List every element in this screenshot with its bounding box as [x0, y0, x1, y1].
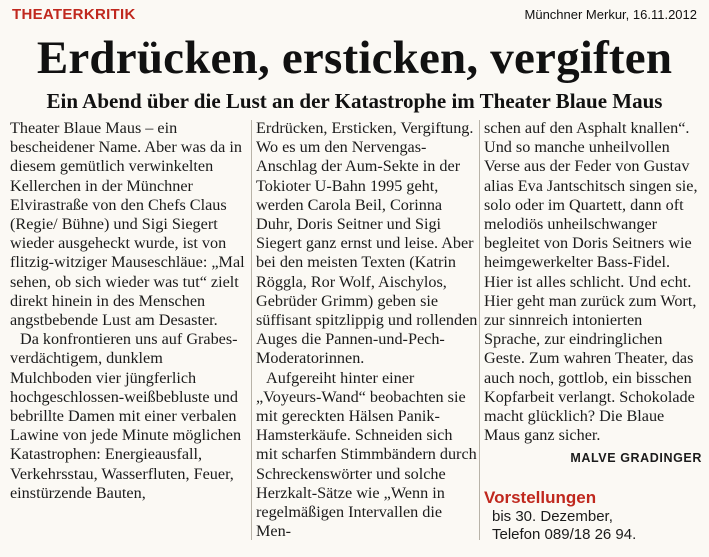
author-byline: MALVE GRADINGER: [570, 451, 702, 466]
source-citation: Münchner Merkur, 16.11.2012: [524, 7, 697, 22]
article-column-1: [10, 119, 248, 503]
column-divider: [251, 120, 252, 540]
info-line: bis 30. Dezember,: [492, 508, 613, 525]
performance-info-box: [484, 488, 702, 544]
column-divider: [479, 120, 480, 540]
info-title: Vorstellungen: [484, 488, 597, 507]
paragraph: schen auf den Asphalt knallen“. Und so manche unheilvollen Verse aus der Feder von Gustav alias Eva Jantschitsch singen sie, solo oder im Quartett, dann oft melodiös unheilschwanger begleitet von Doris Seitners wie heimgewerkelter Bass-Fidel. Hier ist alles schlicht. Und echt. Hier geht man zurück zum Wort, zur sinnreich intonierten Sprache, zur eindringlichen Geste. Zum wahren Theater, das auch noch, gottlob, ein bisschen Kopfarbeit verlangt. Schokolade macht glücklich? Die Blaue Maus ganz sicher.: [484, 119, 698, 445]
headline: Erdrücken, ersticken, vergiften: [36, 32, 673, 84]
subheadline: Ein Abend über die Lust an der Katastrophe im Theater Blaue Maus: [46, 89, 663, 113]
article-column-2: [256, 119, 478, 541]
paragraph: Da konfrontieren uns auf Grabes-verdächtigem, dunklem Mulchboden vier jüngferlich hochgeschlossen-weißbebluste und bebrillte Damen mit einer verbalen Lawine von jede Minute möglichen Katastrophen: Energieausfall, Verkehrsstau, Wasserfluten, Feuer, einstürzende Bauten,: [10, 330, 242, 502]
info-line: Telefon 089/18 26 94.: [492, 526, 637, 543]
paragraph: Erdrücken, Ersticken, Vergiftung. Wo es um den Nervengas-Anschlag der Aum-Sekte in der Tokioter U-Bahn 1995 geht, werden Carola Beil, Corinna Duhr, Doris Seitner und Sigi Siegert ganz ernst und leise. Aber bei den meisten Texten (Katrin Röggla, Ror Wolf, Aischylos, Gebrüder Grimm) geben sie süffisant spitzlippig und rollenden Auges die Pannen-und-Pech-Moderatorinnen.: [256, 119, 478, 368]
paragraph: Aufgereiht hinter einer „Voyeurs-Wand“ beobachten sie mit gereckten Hälsen Panik-Hamsterkäufe. Schneiden sich mit scharfen Stimmbändern durch Schreckenswörter und solche Herzkalt-Sätze wie „Wenn in regelmäßigen Intervallen die Men-: [256, 368, 477, 541]
article-column-3: [484, 119, 702, 469]
section-label: THEATERKRITIK: [12, 6, 136, 23]
paragraph: Theater Blaue Maus – ein bescheidener Name. Aber was da in diesem gemütlich verwinkelten Kellerchen in der Münchner Elvirastraße von den Chefs Claus (Regie/ Bühne) und Sigi Siegert wieder ausgeheckt wurde, ist von flitzig-witziger Mauseschläue: „Mal sehen, ob sich wieder was tut“ zielt direkt hinein in des Menschen angstbebende Lust am Desaster.: [10, 119, 245, 330]
